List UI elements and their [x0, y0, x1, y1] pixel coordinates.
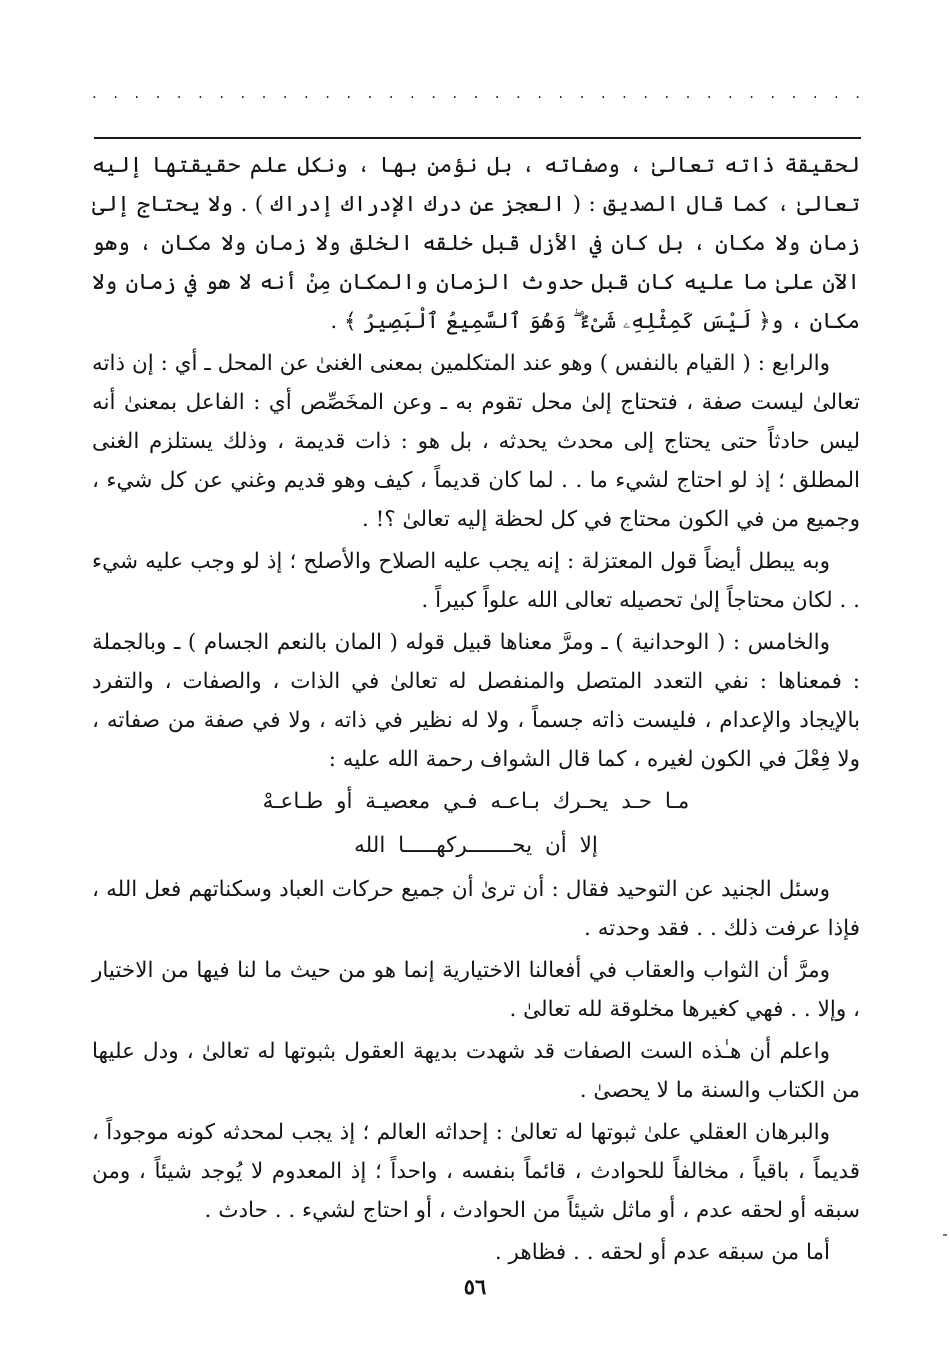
poem-verse-line-1: مـا حـد يحـرك بـاعـه فـي معصيـة أو طـاعـهْ	[262, 789, 690, 814]
paragraph: لحقيقة ذاته تعالىٰ ، وصفاته ، بل نؤمن بها ، ونكل علم حقيقتها إليه تعالىٰ ، كما قال الصديق : ( العجز عن درك الإدراك إدراك ) . ولا يحتاج إلىٰ زمان ولا مكان ، بل كان في الأزل قبل خلقه الخلق ولا زمان ولا مكان ، وهو الآن علىٰ ما عليه كان قبل حدوث الزمان والمكان مِنْ أنه لا هو في زمان ولا مكان ، و﴿ لَيْسَ كَمِثْلِهِۦ شَىْءٌ ۖ وَهُوَ ٱلسَّمِيعُ ٱلْبَصِيرُ ﴾ .	[92, 153, 860, 334]
paragraph: أما من سبقه عدم أو لحقه . . فظاهر .	[494, 1240, 830, 1265]
paragraph: وسئل الجنيد عن التوحيد فقال : أن ترىٰ أن جميع حركات العباد وسكناتهم فعل الله ، فإذا عرفت ذلك . . فقد وحدته .	[92, 877, 860, 941]
paragraph: والرابع : ( القيام بالنفس ) وهو عند المتكلمين بمعنى الغنىٰ عن المحل ـ أي : إن ذاته تعالىٰ ليست صفة ، فتحتاج إلىٰ محل تقوم به ـ وعن المخَصِّص أي : الفاعل بمعنىٰ أنه ليس حادثاً حتى يحتاج إلى محدث يحدثه ، بل هو : ذات قديمة ، وذلك يستلزم الغنى المطلق ؛ إذ لو احتاج لشيء ما . . لما كان قديماً ، كيف وهو قديم وغني عن كل شيء ، وجميع من في الكون محتاج في كل لحظة إليه تعالىٰ ؟! .	[92, 351, 860, 532]
poem-verse-line-2: إلا أن يحـــــــركهـــــا الله	[354, 833, 598, 858]
paragraph: ومرَّ أن الثواب والعقاب في أفعالنا الاختيارية إنما هو من حيث ما لنا فيها من الاختيار ، وإلا . . فهي كغيرها مخلوقة لله تعالىٰ .	[92, 958, 860, 1022]
page-number: ٥٦	[463, 1274, 487, 1299]
header-rule	[94, 137, 861, 139]
paragraph: وبه يبطل أيضاً قول المعتزلة : إنه يجب عليه الصلاح والأصلح ؛ إذ لو وجب عليه شيء . . لكان محتاجاً إلىٰ تحصيله تعالى الله علواً كبيراً .	[92, 549, 860, 613]
page-body	[92, 146, 860, 1275]
paragraph: والخامس : ( الوحدانية ) ـ ومرَّ معناها قبيل قوله ( المان بالنعم الجسام ) ـ وبالجملة : فمعناها : نفي التعدد المتصل والمنفصل له تعالىٰ في الذات ، والصفات ، والتفرد بالإيجاد والإعدام ، فليست ذاته جسماً ، ولا له نظير في ذاته ، ولا في صفة من صفاته ، ولا فِعْلَ في الكون لغيره ، كما قال الشواف رحمة الله عليه :	[92, 630, 860, 772]
header-dot-leader: . . . . . . . . . . . . . . . . . . . . . . . . . . . . . . . . . . . . .	[92, 84, 862, 102]
scan-mark	[943, 1234, 947, 1236]
paragraph: والبرهان العقلي علىٰ ثبوتها له تعالىٰ : إحداثه العالم ؛ إذ يجب لمحدثه كونه موجوداً ، قديماً ، باقياً ، مخالفاً للحوادث ، قائماً بنفسه ، واحداً ؛ إذ المعدوم لا يُوجد شيئاً ، ومن سبقه أو لحقه عدم ، أو ماثل شيئاً من الحوادث ، أو احتاج لشيء . . حادث .	[92, 1120, 860, 1223]
paragraph: واعلم أن هـٰذه الست الصفات قد شهدت بديهة العقول بثبوتها له تعالىٰ ، ودل عليها من الكتاب والسنة ما لا يحصىٰ .	[92, 1039, 860, 1103]
